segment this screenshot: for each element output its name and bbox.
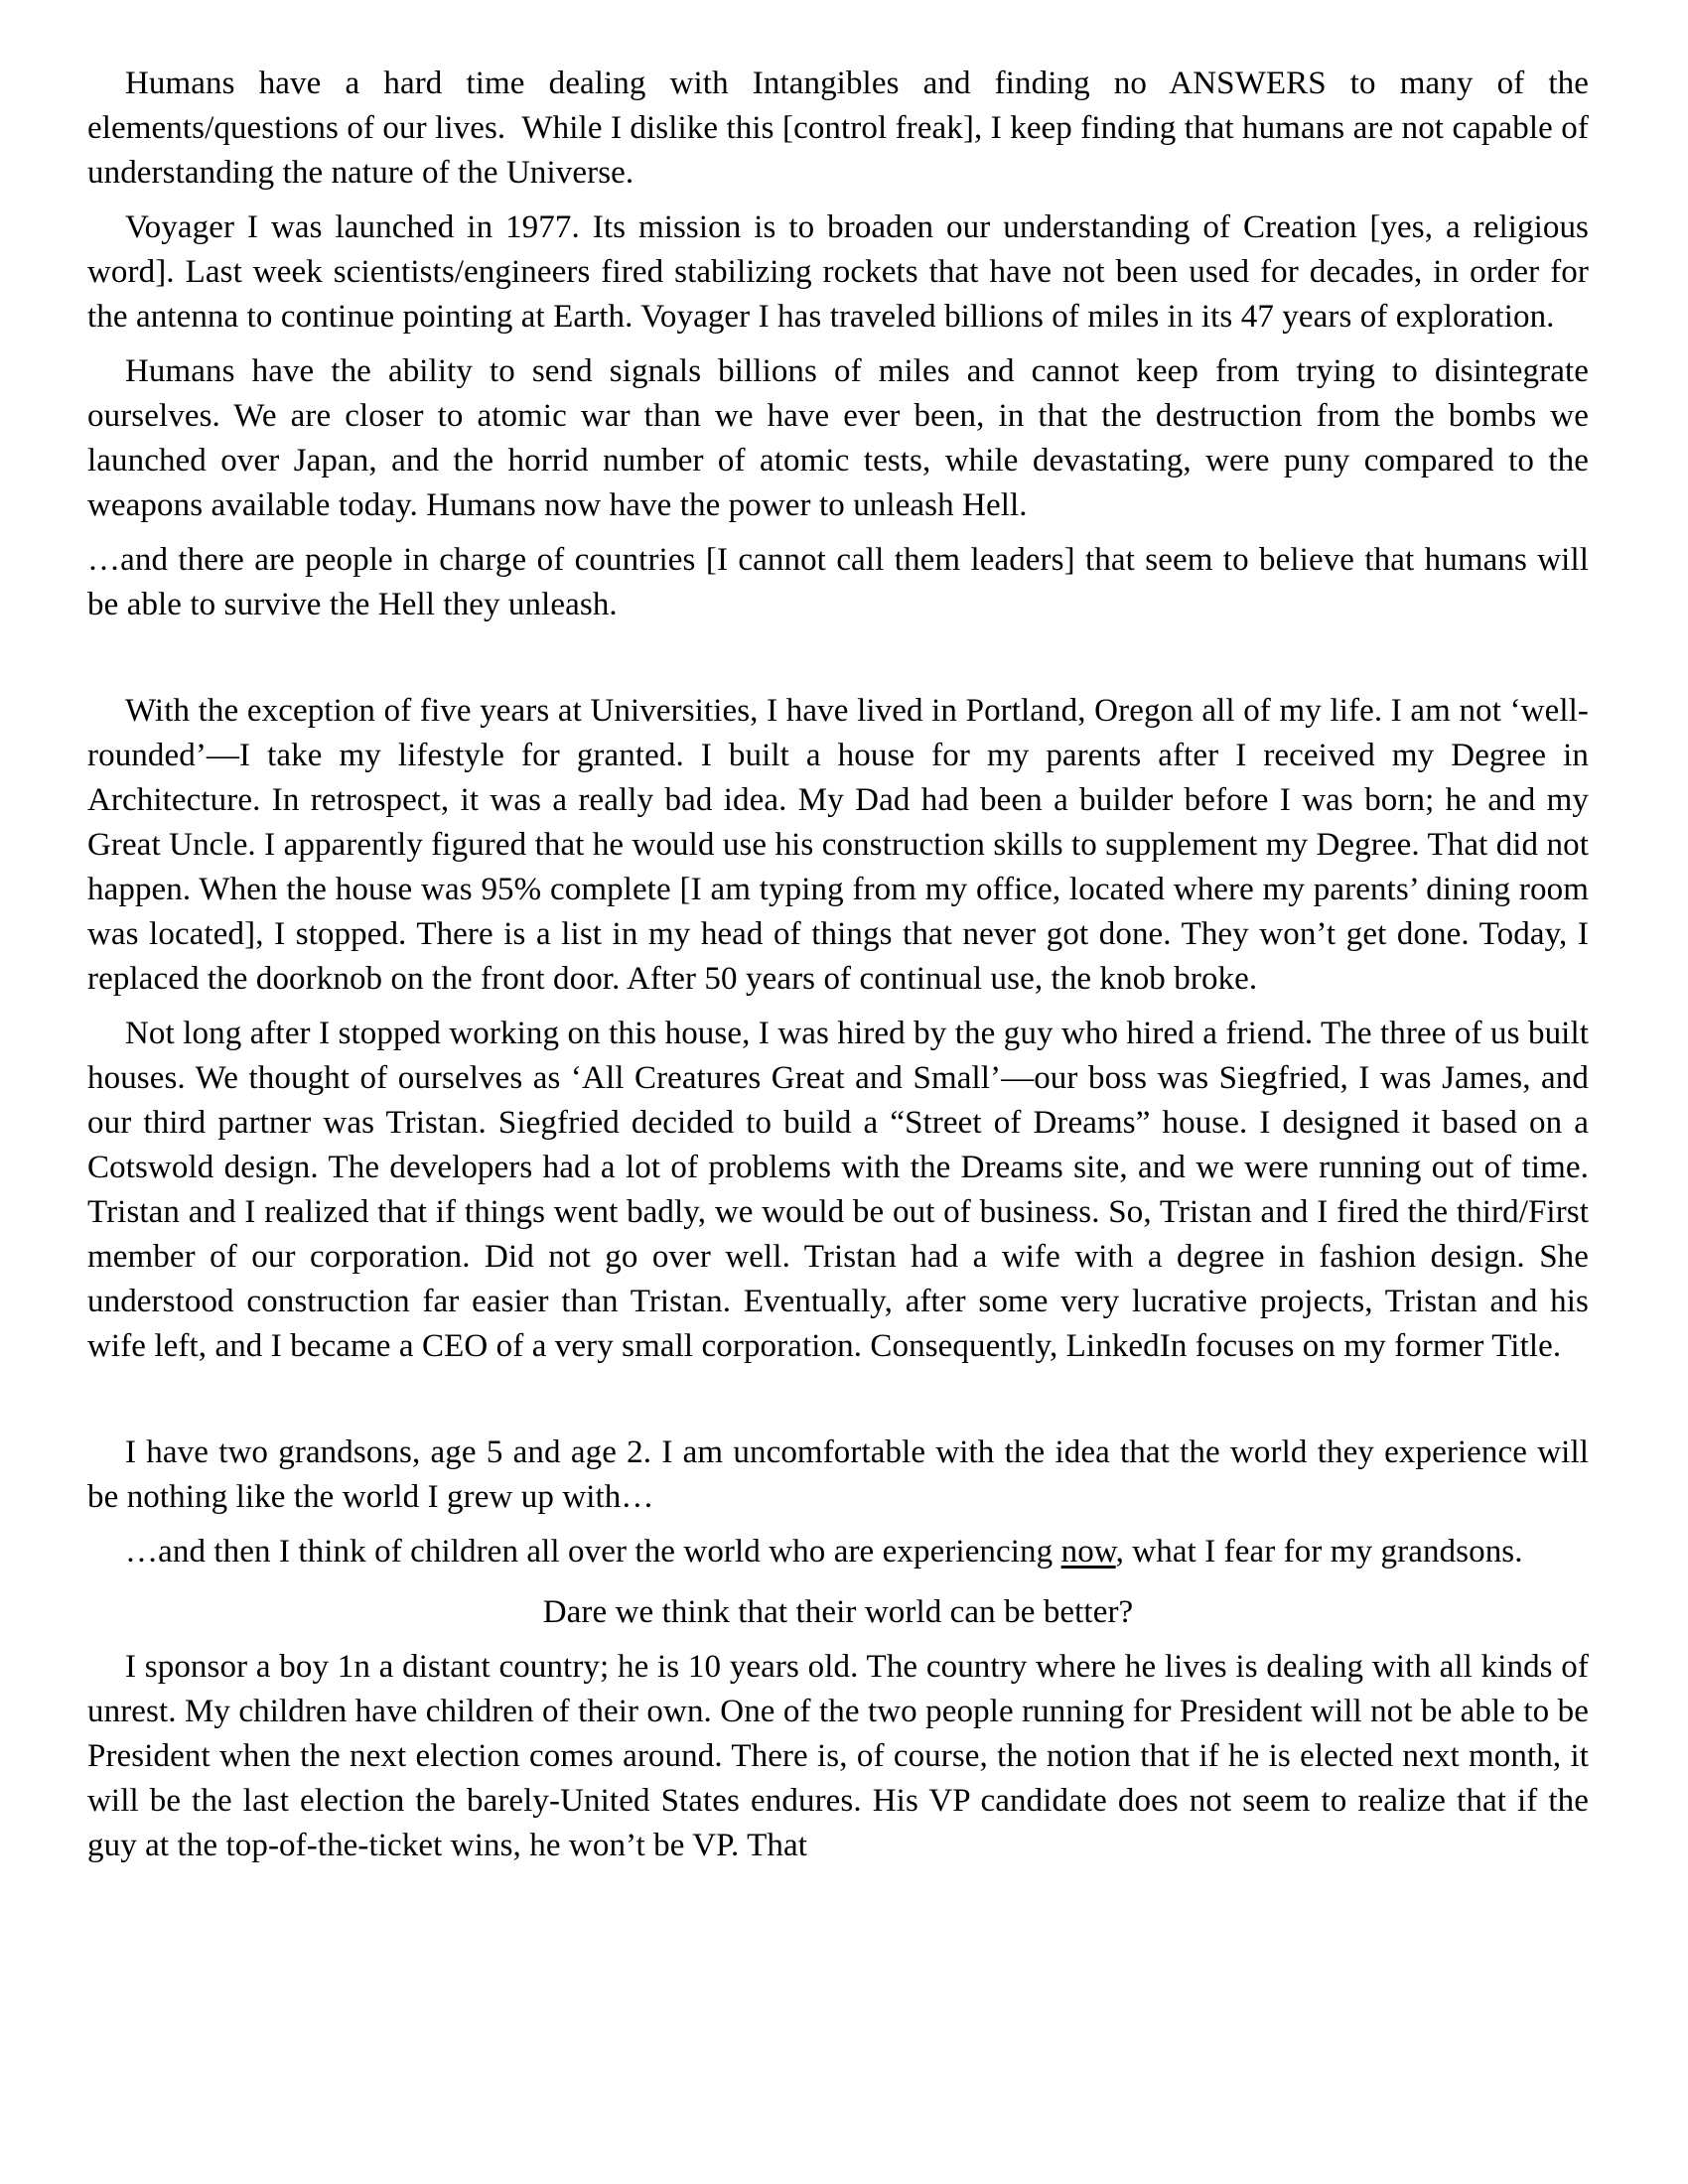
document-body (87, 62, 1598, 1868)
paragraph-grandsons: I have two grandsons, age 5 and age 2. I am uncomfortable with the idea that the world they experience will be nothing like the world I grew up with… (87, 1434, 1598, 1515)
underlined-word: now (1060, 1534, 1116, 1570)
paragraph-voyager: Voyager I was launched in 1977. Its mission is to broaden our understanding of Creation [yes, a religious word]. Last week scientists/engineers fired stabilizing rockets that have not been used for decades, in order for the antenna to continue pointing at Earth. Voyager I has traveled billions of miles in its 47 years of exploration. (87, 209, 1598, 335)
paragraph-children-now (87, 1530, 1589, 1574)
text-segment: …and then I think of children all over the world who are experiencing (125, 1534, 1061, 1570)
text-segment: , what I fear for my grandsons. (1115, 1534, 1523, 1570)
paragraph-portland-house: With the exception of five years at Universities, I have lived in Portland, Oregon all of my life. I am not ‘well-rounded’—I take my lifestyle for granted. I built a house for my parents after I received my Degree in Architecture. In retrospect, it was a really bad idea. My Dad had been a builder before I was born; he and my Great Uncle. I apparently figured that he would use his construction skills to supplement my Degree. That did not happen. When the house was 95% complete [I am typing from my office, located where my parents’ dining room was located], I stopped. There is a list in my head of things that never got done. They won’t get done. Today, I replaced the doorknob on the front door. After 50 years of continual use, the knob broke. (87, 693, 1598, 997)
paragraph-dare-question: Dare we think that their world can be better? (542, 1594, 1134, 1630)
paragraph-atomic-war: Humans have the ability to send signals billions of miles and cannot keep from trying to disintegrate ourselves. We are closer to atomic war than we have ever been, in that the destruction from the bombs we launched over Japan, and the horrid number of atomic tests, while devastating, were puny compared to the weapons available today. Humans now have the power to unleash Hell. (87, 353, 1598, 523)
paragraph-people-in-charge: …and there are people in charge of countries [I cannot call them leaders] that seem to believe that humans will be able to survive the Hell they unleash. (87, 542, 1598, 622)
paragraph-building-career: Not long after I stopped working on this house, I was hired by the guy who hired a friend. The three of us built houses. We thought of ourselves as ‘All Creatures Great and Small’—our boss was Siegfried, I was James, and our third partner was Tristan. Siegfried decided to build a “Street of Dreams” house. I designed it based on a Cotswold design. The developers had a lot of problems with the Dreams site, and we were running out of time. Tristan and I realized that if things went badly, we would be out of business. So, Tristan and I fired the third/First member of our corporation. Did not go over well. Tristan had a wife with a degree in fashion design. She understood construction far easier than Tristan. Eventually, after some very lucrative projects, Tristan and his wife left, and I became a CEO of a very small corporation. Consequently, LinkedIn focuses on my former Title. (87, 1016, 1598, 1364)
paragraph-intangibles: Humans have a hard time dealing with Intangibles and finding no ANSWERS to many of the elements/questions of our lives. While I dislike this [control freak], I keep finding that humans are not capable of understanding the nature of the Universe. (87, 66, 1598, 191)
paragraph-sponsor-election: I sponsor a boy 1n a distant country; he is 10 years old. The country where he lives is dealing with all kinds of unrest. My children have children of their own. One of the two people running for President will not be able to be President when the next election comes around. There is, of course, the notion that if he is elected next month, it will be the last election the barely-United States endures. His VP candidate does not seem to realize that if the guy at the top-of-the-ticket wins, he won’t be VP. That (87, 1649, 1598, 1863)
